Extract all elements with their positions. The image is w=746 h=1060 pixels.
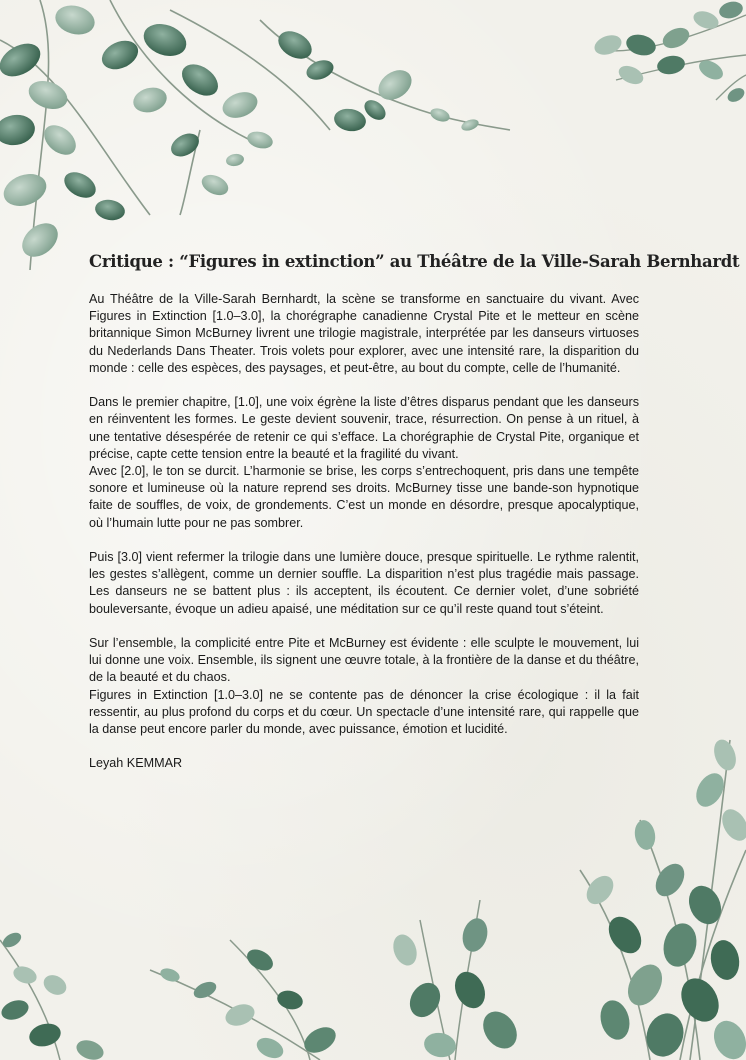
paragraph-chapter-three: Puis [3.0] vient refermer la trilogie dans une lumière douce, presque spirituelle. Le rythme ralentit, les gestes s’allègent, comme un dernier souffle. La disparition n’est plus tragédie mais passage. Les danseurs ne se battent plus : ils acceptent, ils écoutent. Ce dernier volet, d’une sobriété bouleversante, évoque un adieu apaisé, une méditation sur ce qu’il reste quand tout s’éteint. bbox=[89, 550, 639, 616]
article-title: Critique : “Figures in extinction” au Théâtre de la Ville-Sarah Bernhardt bbox=[89, 252, 740, 272]
paragraph-chapter-two: Avec [2.0], le ton se durcit. L’harmonie se brise, les corps s’entrechoquent, pris dans une tempête sonore et lumineuse où la nature reprend ses droits. McBurney tisse une bande-son hypnotique faite de souffles, de voix, de grondements. C’est un monde en désordre, presque apocalyptique, où l’humain lutte pour ne pas sombrer. bbox=[89, 464, 639, 530]
paragraph-chapter-one: Dans le premier chapitre, [1.0], une voix égrène la liste d’êtres disparus pendant que les danseurs en réinventent les formes. Le geste devient souvenir, trace, résurrection. On pense à un rituel, à une tentative désespérée de retenir ce qui s’efface. La chorégraphie de Crystal Pite, organique et précise, capte cette tension entre la beauté et la fragilité du vivant. bbox=[89, 395, 639, 461]
paragraph-conclusion: Figures in Extinction [1.0–3.0] ne se contente pas de dénoncer la crise écologique : il la fait ressentir, au plus profond du corps et du cœur. Un spectacle d’une intensité rare, qui rappelle que la danse peut encore parler du monde, avec puissance, émotion et lucidité. bbox=[89, 687, 639, 737]
article-body bbox=[89, 291, 639, 773]
author-signature: Leyah KEMMAR bbox=[89, 756, 183, 771]
paragraph-ensemble: Sur l’ensemble, la complicité entre Pite et McBurney est évidente : elle sculpte le mouvement, lui lui donne une voix. Ensemble, ils signent une œuvre totale, à la frontière de la danse et du théâtre, de la beauté et du chaos. bbox=[89, 636, 639, 685]
paragraph-intro: Au Théâtre de la Ville-Sarah Bernhardt, la scène se transforme en sanctuaire du vivant. Avec Figures in Extinction [1.0–3.0], la chorégraphe canadienne Crystal Pite et le metteur en scène britannique Simon McBurney livrent une trilogie magistrale, interprétée par les danseurs virtuoses du Nederlands Dans Theater. Trois volets pour explorer, avec une intensité rare, la disparition du monde : celle des espèces, des paysages, et peut-être, au bout du compte, celle de l’humanité. bbox=[89, 292, 639, 375]
